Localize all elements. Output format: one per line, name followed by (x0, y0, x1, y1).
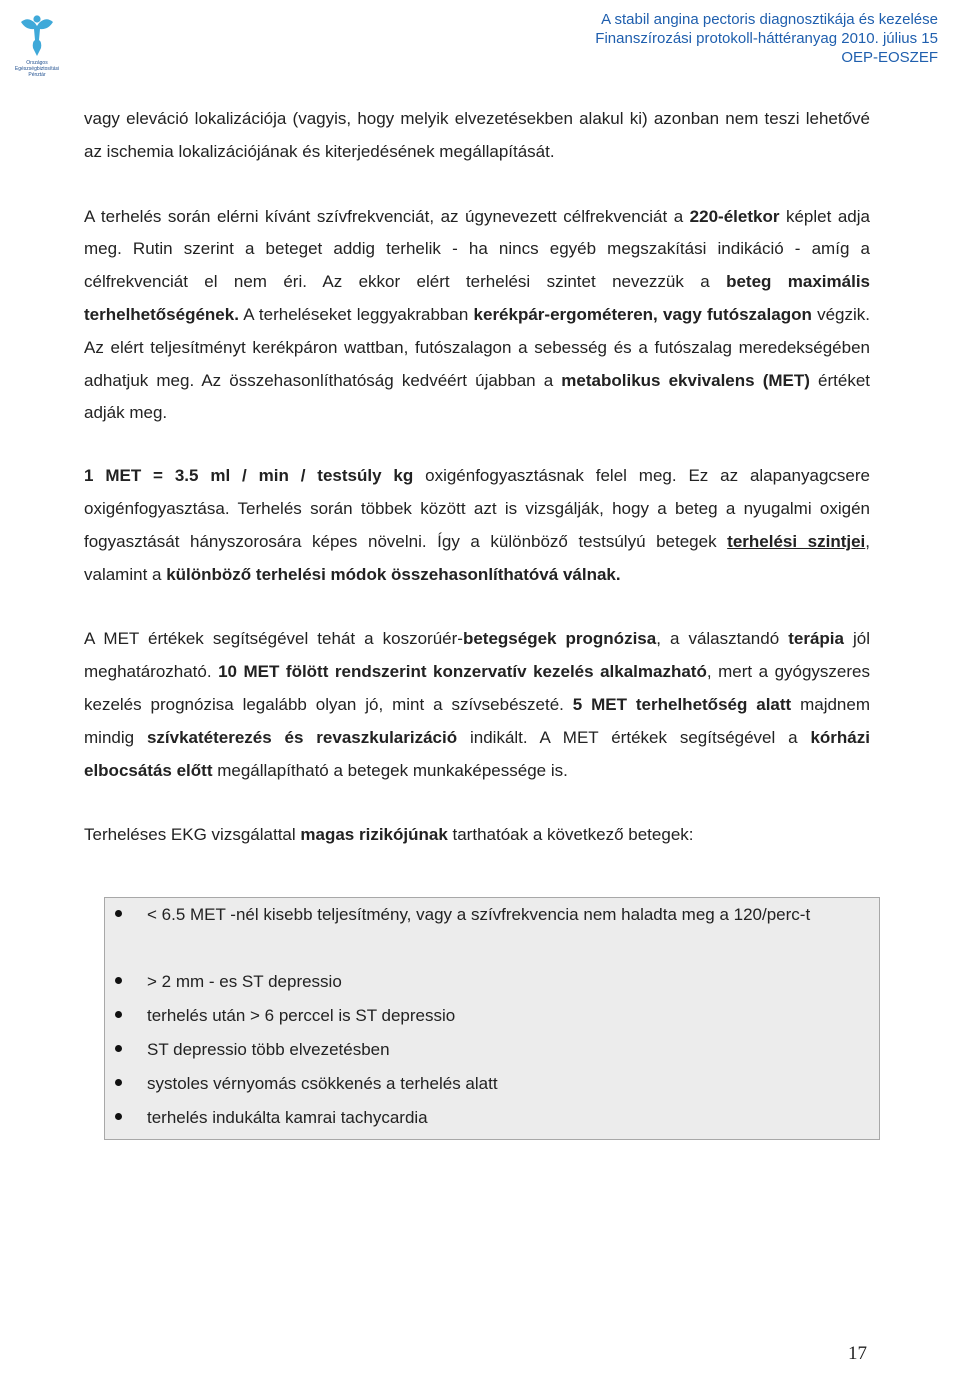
list-item: systoles vérnyomás csökkenés a terhelés alatt (147, 1067, 847, 1100)
list-item: ST depressio több elvezetésben (147, 1033, 847, 1066)
paragraph-prognosis: A MET értékek segítségével tehát a koszorúér-betegségek prognózisa, a választandó terápia jól meghatározható. 10 MET fölött rendszerint konzervatív kezelés alkalmazható, mert a gyógyszeres kezelés prognózisa legalább olyan jó, mint a szívsebészeté. 5 MET terhelhetőség alatt majdnem mindig szívkatéterezés és revaszkularizáció indikált. A MET értékek segítségével a kórházi elbocsátás előtt megállapítható a betegek munkaképessége is. (84, 629, 871, 780)
bold-methods: kerékpár-ergométeren, vagy futószalagon (473, 304, 812, 324)
bold-5-met: 5 MET terhelhetőség alatt (572, 694, 792, 714)
document-header (595, 10, 938, 67)
oep-logo-icon (18, 14, 56, 58)
paragraph-met-definition: 1 MET = 3.5 ml / min / testsúly kg oxigénfogyasztásnak felel meg. Ez az alapanyagcsere oxigénfogyasztása. Terhelés során többek között azt is vizsgálják, hogy a beteg a nyugalmi oxigén fogyasztását hányszorosára képes növelni. Így a különböző testsúlyú betegek terhelési szintjei, valamint a különböző terhelési módok összehasonlíthatóvá válnak. (84, 466, 870, 584)
bold-max-load: beteg maximális terhelhetőségének. (84, 272, 871, 324)
bold-discharge: kórházi elbocsátás előtt (84, 727, 870, 780)
logo (6, 14, 68, 76)
logo-text: Országos Egészségbiztosítási Pénztár (14, 60, 60, 78)
bold-met-formula: 1 MET = 3.5 ml / min / testsúly kg (84, 466, 414, 486)
high-risk-criteria-box (104, 897, 880, 1140)
paragraph-high-risk-intro: Terheléses EKG vizsgálattal magas rizikójúnak tarthatóak a következő betegek: (84, 825, 694, 845)
bold-prognosis: betegségek prognózisa (462, 629, 657, 649)
bullet-icon (115, 977, 122, 984)
header-title: A stabil angina pectoris diagnosztikája és kezelése (601, 11, 938, 28)
underlined-load-levels: terhelési szintjei (727, 531, 866, 551)
bullet-icon (115, 910, 122, 917)
paragraph-target-frequency: A terhelés során elérni kívánt szívfrekvenciát, az úgynevezett célfrekvenciát a 220-életkor képlet adja meg. Rutin szerint a beteget addig terhelik - ha nincs egyéb megszakítási indikáció - amíg a célfrekvenciát el nem éri. Az ekkor elért terhelési szintet nevezzük a beteg maximális terhelhetőségének. A terheléseket leggyakrabban kerékpár-ergométeren, vagy futószalagon végzik. Az elért teljesítményt kerékpáron wattban, futószalagon a sebesség és a futószalag meredekségében adhatjuk meg. Az összehasonlíthatóság kedvéért újabban a metabolikus ekvivalens (MET) értéket adják meg. (84, 206, 871, 423)
bold-high-risk: magas rizikójúnak (300, 825, 448, 845)
bold-met: metabolikus ekvivalens (MET) (561, 370, 810, 390)
bullet-icon (115, 1045, 122, 1052)
list-item: terhelés után > 6 perccel is ST depressio (147, 999, 847, 1032)
bold-catheterization: szívkatéterezés és revaszkularizáció (146, 727, 458, 747)
bullet-icon (115, 1079, 122, 1086)
list-item: terhelés indukálta kamrai tachycardia (147, 1101, 847, 1134)
bold-formula: 220-életkor (689, 206, 780, 226)
list-item: > 2 mm - es ST depressio (147, 965, 847, 998)
bold-therapy: terápia (788, 629, 844, 649)
bold-10-met: 10 MET fölött rendszerint konzervatív kezelés alkalmazható (218, 662, 707, 682)
page-number: 17 (848, 1343, 867, 1364)
paragraph-ischemia: vagy eleváció lokalizációja (vagyis, hogy melyik elvezetésekben alakul ki) azonban nem teszi lehetővé az ischemia lokalizációjának és kiterjedésének megállapítását. (84, 109, 870, 161)
bullet-icon (115, 1011, 122, 1018)
list-item: < 6.5 MET -nél kisebb teljesítmény, vagy a szívfrekvencia nem haladta meg a 120/perc-t (147, 898, 847, 931)
bold-comparability: különböző terhelési módok összehasonlíthatóvá válnak. (166, 564, 621, 584)
bullet-icon (115, 1113, 122, 1120)
header-org: OEP-EOSZEF (841, 49, 938, 66)
document-body (84, 103, 870, 852)
header-subtitle: Finanszírozási protokoll-háttéranyag 2010. július 15 (595, 30, 938, 47)
